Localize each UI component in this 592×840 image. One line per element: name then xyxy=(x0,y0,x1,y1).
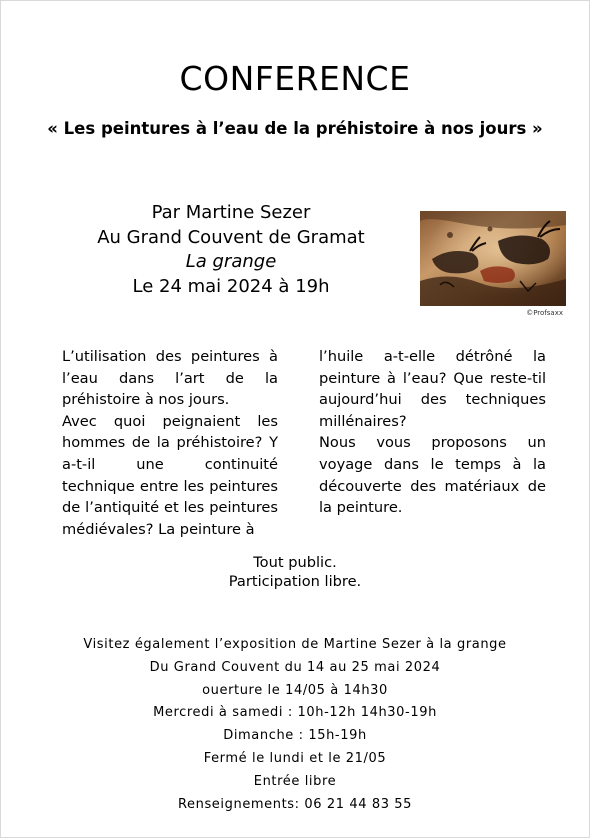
contact-line: Renseignements: 06 21 44 83 55 xyxy=(177,796,413,812)
exhibition-line: Mercredi à samedi : 10h-12h 14h30-19h xyxy=(153,705,437,721)
description-paragraph: L’utilisation des peintures à l’eau dans l’art de la préhistoire à nos jours. xyxy=(62,348,278,409)
exhibition-line: Visitez également l’exposition de Martine Sezer à la grange xyxy=(83,637,507,652)
cave-painting-photo xyxy=(420,211,566,306)
exhibition-line: ouerture le 14/05 à 14h30 xyxy=(202,682,388,698)
conference-subtitle: « Les peintures à l’eau de la préhistoire à nos jours » xyxy=(47,119,543,138)
audience-info xyxy=(1,553,589,591)
exhibition-line: Du Grand Couvent du 14 au 25 mai 2024 xyxy=(149,659,441,675)
page-title: CONFERENCE xyxy=(179,59,411,98)
description-paragraph: l’huile a-t-elle détrôné la peinture à l’eau? Que reste-til aujourd’hui des techniques millénaires? xyxy=(319,348,546,430)
venue-line: Au Grand Couvent de Gramat xyxy=(97,226,365,248)
room-line: La grange xyxy=(185,251,277,272)
photo-credit: ©Profsaxx xyxy=(526,309,563,317)
exhibition-line: Fermé le lundi et le 21/05 xyxy=(203,750,387,766)
exhibition-line: Dimanche : 15h-19h xyxy=(223,728,367,744)
speaker-line: Par Martine Sezer xyxy=(151,202,311,223)
participation-line: Participation libre. xyxy=(228,573,362,590)
description-column-1 xyxy=(62,346,278,540)
audience-line: Tout public. xyxy=(253,554,337,571)
description-paragraph: Avec quoi peignaient les hommes de la préhistoire? Y a-t-il une continuité technique entre les peintures de l’antiquité et les peintures médiévales? La peinture à xyxy=(62,412,278,538)
description-column-2 xyxy=(319,346,546,519)
exhibition-line: Entrée libre xyxy=(253,773,337,789)
date-line: Le 24 mai 2024 à 19h xyxy=(132,275,330,297)
event-info xyxy=(61,201,401,299)
description-paragraph: Nous vous proposons un voyage dans le temps à la découverte des matériaux de la peinture. xyxy=(319,434,546,517)
exhibition-info xyxy=(1,634,589,816)
